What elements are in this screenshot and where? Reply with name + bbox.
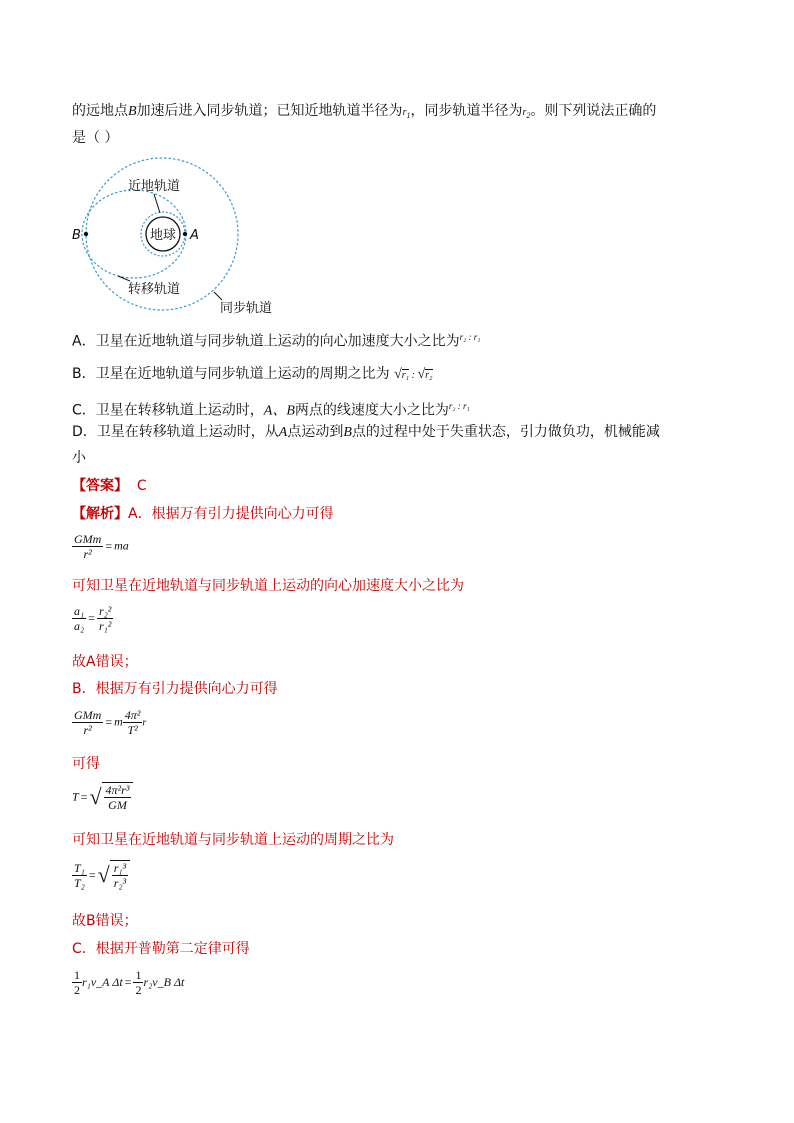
option-c-text: C．卫星在转移轨道上运动时， (72, 402, 264, 419)
option-a-expr: r₂ : r₁ (459, 332, 481, 342)
equation-1: $\frac{\text{GMm}}{\text{r²}}$ = ma (74, 532, 129, 561)
analysis-b-get: 可得 (72, 756, 100, 772)
analysis-b-conclude: 可知卫星在近地轨道与同步轨道上运动的周期之比为 (72, 832, 394, 848)
transfer-orbit-label: 转移轨道 (128, 282, 181, 297)
option-b-text: B．卫星在近地轨道与同步轨道上运动的周期之比为 (72, 366, 390, 382)
near-orbit-label: 近地轨道 (128, 179, 181, 194)
question-line-1 (72, 101, 656, 126)
equation-2: $\frac{\text{a₁}}{\text{a₂}}$ = $\frac{\text{r₂²}}{\text{r₁²}}$ (74, 604, 112, 633)
answer-value: C (136, 478, 147, 494)
option-d-text: 点运动到 (287, 424, 344, 440)
question-text: 。则下列说法正确的 (530, 103, 657, 119)
option-d-line-2: 小 (72, 450, 86, 466)
option-d (72, 422, 660, 443)
equation-6: $\frac{1}{2}$ r₁v_A Δt = $\frac{1}{2}$ r₂v_B Δt (74, 968, 185, 997)
option-c-points: A、B (263, 403, 295, 419)
option-c (72, 396, 470, 422)
option-b (72, 364, 433, 386)
analysis-a-conclude: 可知卫星在近地轨道与同步轨道上运动的向心加速度大小之比为 (72, 578, 464, 594)
equation-3: $\frac{\text{GMm}}{\text{r²}}$ = m $\frac{\text{4π²}}{\text{T²}}$ r (74, 708, 147, 737)
answer-label: 【答案】 (72, 478, 128, 494)
analysis-b-intro: B．根据万有引力提供向心力可得 (72, 681, 278, 697)
r1-symbol: $r_1$ (402, 107, 411, 120)
option-c-text: 两点的线速度大小之比为 (294, 402, 449, 419)
analysis-a-wrong: 故A错误； (72, 654, 138, 670)
option-d-point-a: A (278, 425, 288, 440)
r2-symbol: $r_2$ (522, 107, 531, 120)
question-line-2: 是（ ） (72, 130, 119, 146)
earth-label: 地球 (149, 228, 177, 243)
option-d-text: 点的过程中处于失重状态，引力做负功，机械能减 (351, 424, 660, 440)
equation-5: $\frac{\text{T₁}}{\text{T₂}}$ =√ $\frac{\text{r₁³}}{\text{r₂³}}$ (72, 860, 130, 890)
sync-orbit-label: 同步轨道 (220, 301, 273, 316)
option-c-expr: r₂ : r₁ (448, 401, 470, 411)
near-orbit-leader (154, 194, 160, 213)
analysis-b-wrong: 故B错误； (72, 913, 138, 929)
point-b (84, 232, 88, 236)
option-a-text: A．卫星在近地轨道与同步轨道上运动的向心加速度大小之比为 (72, 333, 460, 350)
point-a (183, 232, 187, 236)
answer-line (72, 476, 147, 496)
point-a-label: A (190, 228, 199, 243)
question-text: 加速后进入同步轨道；已知近地轨道半径为 (136, 103, 403, 119)
sync-orbit-leader (214, 292, 222, 300)
option-d-point-b: B (343, 425, 352, 440)
analysis-label: 【解析】 (72, 506, 128, 522)
equation-4: T =√ $\frac{\text{4π²r³}}{GM}$ (72, 782, 133, 812)
analysis-a-intro: A．根据万有引力提供向心力可得 (128, 506, 334, 522)
point-b-label: B (128, 104, 137, 119)
option-d-text: D．卫星在转移轨道上运动时，从 (72, 424, 279, 440)
question-text: 的远地点 (72, 103, 128, 119)
analysis-line-a (72, 504, 334, 524)
orbit-diagram (66, 150, 296, 320)
question-text: ，同步轨道半径为 (410, 103, 523, 119)
analysis-c-intro: C．根据开普勒第二定律可得 (72, 941, 250, 957)
point-b-label: B (72, 228, 81, 243)
option-a (72, 327, 480, 352)
option-b-expr: √r₁ : √r₂ (394, 367, 433, 382)
